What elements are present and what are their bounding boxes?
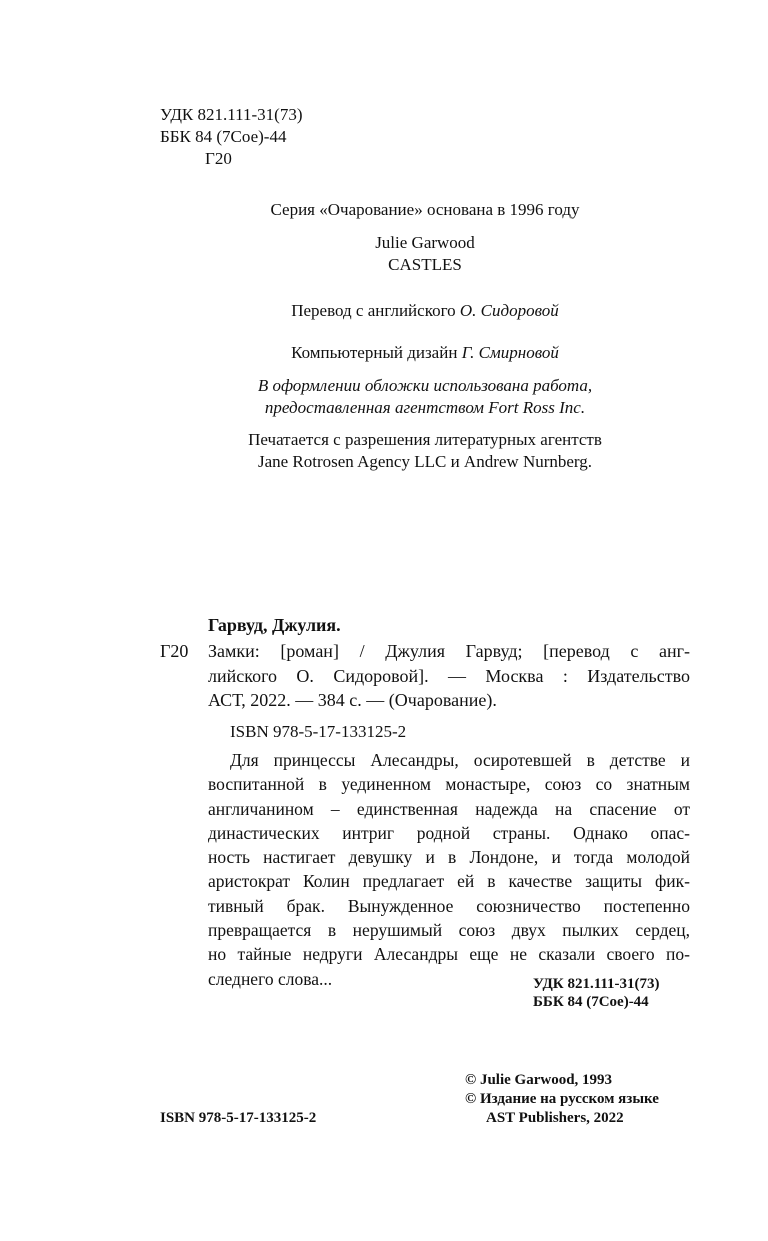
annotation: [208, 748, 690, 991]
annotation-line: ность настигает девушку и в Лондоне, и тогда молодой: [208, 847, 690, 868]
original-author: Julie Garwood: [375, 233, 475, 252]
bottom-udk-code: УДК 821.111-31(73): [533, 976, 660, 992]
series-note: Серия «Очарование» основана в 1996 году: [270, 200, 580, 219]
annotation-line: аристократ Колин предлагает ей в качестве защиты фик-: [208, 871, 690, 892]
footer-isbn: ISBN 978-5-17-133125-2: [160, 1110, 317, 1126]
bottom-bbk-code: ББК 84 (7Сое)-44: [533, 994, 649, 1010]
translation-prefix: Перевод с английского: [291, 301, 460, 320]
copyright-line3: AST Publishers, 2022: [486, 1110, 624, 1126]
bib-description: [208, 639, 690, 713]
copyright-line1: © Julie Garwood, 1993: [465, 1072, 613, 1088]
annotation-line: следнего слова...: [208, 968, 333, 989]
permission-line2: Jane Rotrosen Agency LLC и Andrew Nurnberg.: [257, 452, 593, 471]
bib-isbn: ISBN 978-5-17-133125-2: [230, 722, 407, 741]
design-prefix: Компьютерный дизайн: [291, 343, 462, 362]
bbk-code: ББК 84 (7Сое)-44: [160, 127, 287, 146]
cover-credit-line2: предоставленная агентством Fort Ross Inc.: [264, 398, 586, 417]
translation-credit: [0, 300, 768, 321]
annotation-line: воспитанной в уединенном монастыре, союз со знатным: [208, 774, 690, 795]
original-title: CASTLES: [388, 255, 462, 274]
annotation-line: превращается в нерушимый союз двух пылких сердец,: [208, 920, 690, 941]
annotation-line: тивный брак. Вынужденное союзничество постепенно: [208, 895, 690, 916]
permission-line1: Печатается с разрешения литературных агентств: [248, 430, 602, 449]
bib-author-heading: Гарвуд, Джулия.: [208, 615, 341, 635]
translator-name: О. Сидоровой: [459, 301, 559, 320]
udk-code: УДК 821.111-31(73): [160, 105, 303, 124]
bib-line: АСТ, 2022. — 384 с. — (Очарование).: [208, 690, 497, 710]
design-credit: [0, 342, 768, 363]
annotation-line: династических интриг родной страны. Однако опас-: [208, 822, 690, 843]
author-mark: Г20: [205, 149, 232, 168]
annotation-line: англичанином – единственная надежда на спасение от: [208, 798, 690, 819]
bib-line: лийского О. Сидоровой]. — Москва : Издательство: [208, 665, 690, 686]
annotation-line: но тайные недруги Алесандры еще не сказали своего по-: [208, 944, 690, 965]
designer-name: Г. Смирновой: [461, 343, 559, 362]
copyright-line2: © Издание на русском языке: [465, 1091, 659, 1107]
bib-line: Замки: [роман] / Джулия Гарвуд; [перевод с анг-: [208, 641, 690, 661]
annotation-line: Для принцессы Алесандры, осиротевшей в детстве и: [230, 750, 690, 770]
cover-credit-line1: В оформлении обложки использована работа,: [257, 376, 593, 395]
bib-mark: Г20: [160, 641, 189, 661]
